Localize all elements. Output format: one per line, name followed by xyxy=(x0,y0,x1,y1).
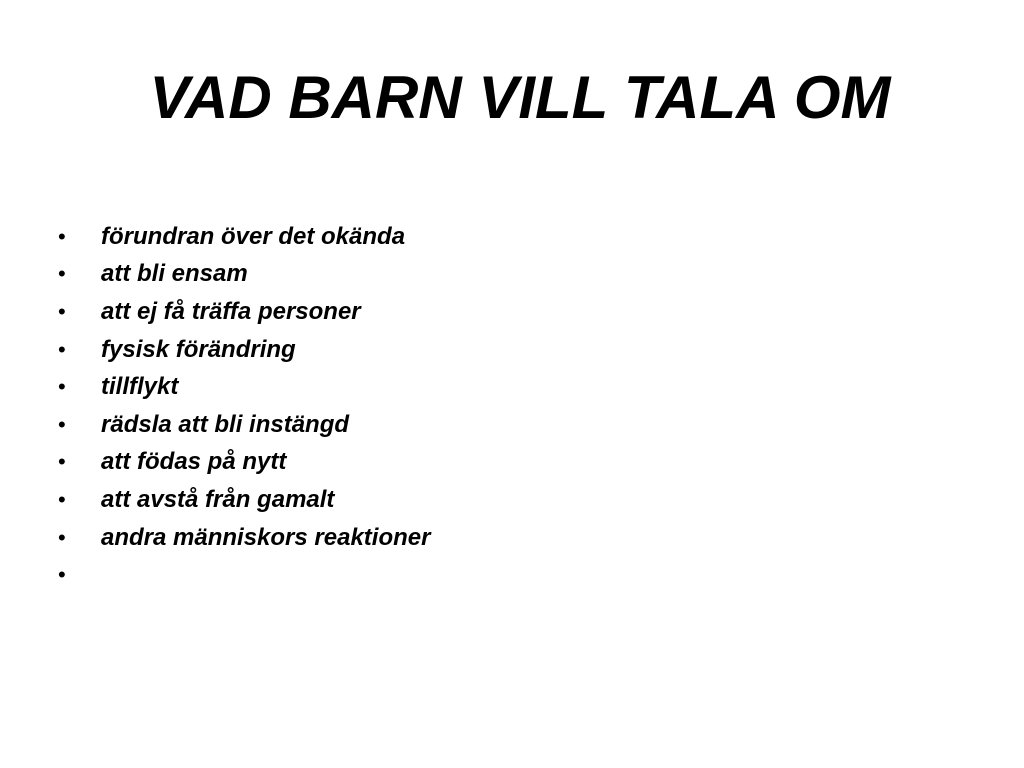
bullet-text: att födas på nytt xyxy=(101,448,287,476)
list-item xyxy=(58,481,958,519)
list-item xyxy=(58,519,958,557)
bullet-marker: • xyxy=(58,261,66,287)
list-item xyxy=(58,406,958,444)
bullet-marker: • xyxy=(58,298,66,324)
bullet-text: att avstå från gamalt xyxy=(101,485,335,513)
bullet-marker: • xyxy=(58,486,66,512)
slide-title: VAD BARN VILL TALA OM xyxy=(149,64,891,131)
list-item xyxy=(58,444,958,482)
bullet-marker: • xyxy=(58,336,66,362)
list-item xyxy=(58,331,958,369)
bullet-text: rädsla att bli instängd xyxy=(101,410,350,438)
list-item xyxy=(58,293,958,331)
bullet-marker: • xyxy=(58,524,66,550)
bullet-text: andra människors reaktioner xyxy=(101,523,431,551)
bullet-marker: • xyxy=(58,223,66,249)
bullet-text: förundran över det okända xyxy=(101,222,406,250)
list-item xyxy=(58,556,958,594)
bullet-marker: • xyxy=(58,411,66,437)
bullet-text: att bli ensam xyxy=(101,260,248,288)
bullet-marker: • xyxy=(58,562,66,588)
list-item xyxy=(58,218,958,256)
list-item xyxy=(58,368,958,406)
list-item xyxy=(58,256,958,294)
bullet-text: att ej få träffa personer xyxy=(101,297,361,325)
bullet-marker: • xyxy=(58,449,66,475)
bullet-text: tillflykt xyxy=(101,373,179,401)
bullet-text: fysisk förändring xyxy=(101,335,296,363)
bullet-list xyxy=(58,218,958,594)
bullet-marker: • xyxy=(58,374,66,400)
